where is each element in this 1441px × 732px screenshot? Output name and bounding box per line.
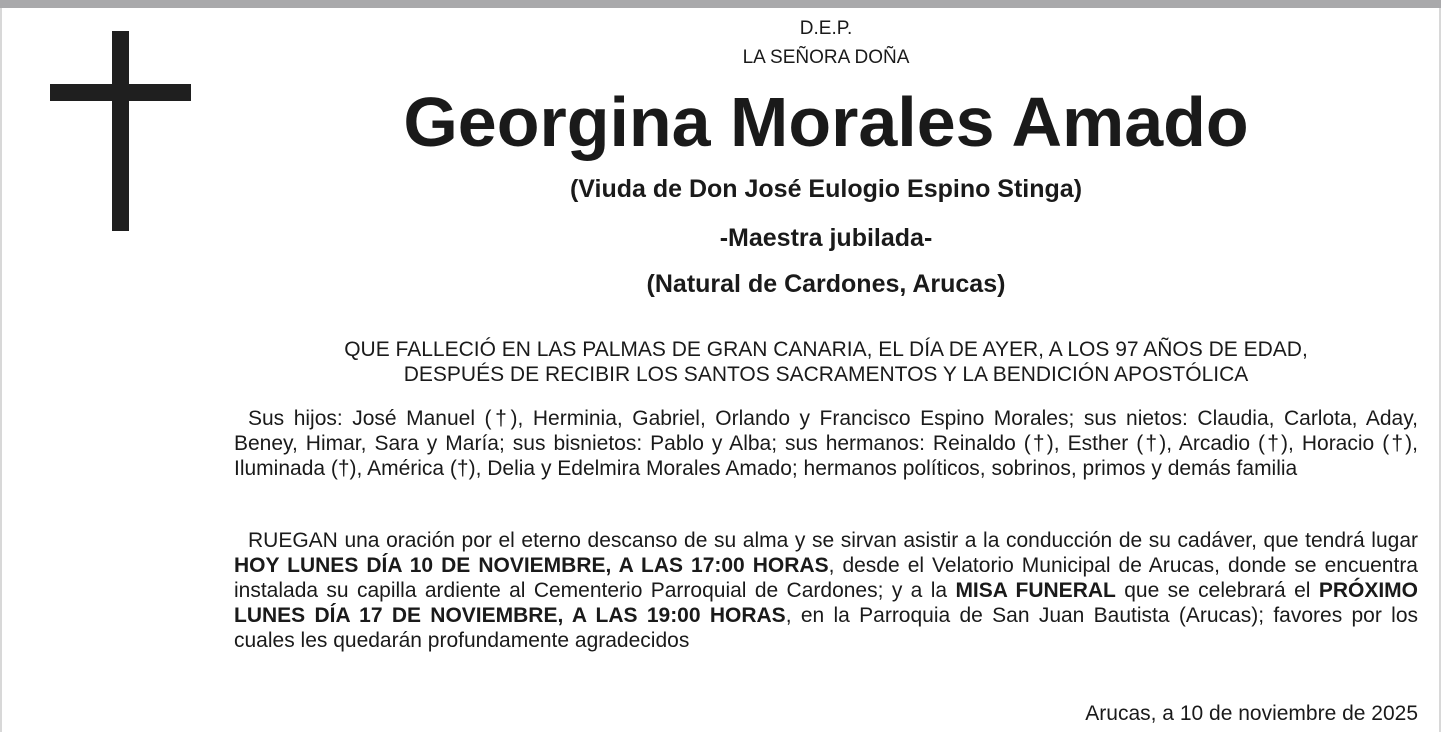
family-paragraph: Sus hijos: José Manuel (†), Herminia, Gabriel, Orlando y Francisco Espino Morales; sus nietos: Claudia, Carlota, Aday, Beney, Himar, Sara y María; sus bisnietos: Pablo y Alba; sus hermanos: Reinaldo (†), Esther (†), Arcadio (†), Horacio (†), Iluminada (†), América (†), Delia y Edelmira Morales Amado; hermanos políticos, sobrinos, primos y demás familia xyxy=(234,407,1418,480)
honorific-heading: LA SEÑORA DOÑA xyxy=(742,47,910,68)
widow-of-line: (Viuda de Don José Eulogio Espino Stinga) xyxy=(569,175,1083,203)
place-date-signoff: Arucas, a 10 de noviembre de 2025 xyxy=(1085,702,1418,725)
ruegan-text-2: , desde el Velatorio Municipal de Arucas, donde se encuentra instalada su capilla ardiente al Cementerio Parroquial de Cardones; y a la xyxy=(234,554,1418,602)
ruegan-date-misa: PRÓXIMO LUNES DÍA 17 DE NOVIEMBRE, A LAS 19:00 HORAS xyxy=(234,579,1418,627)
announcement-line-1: QUE FALLECIÓ EN LAS PALMAS DE GRAN CANARIA, EL DÍA DE AYER, A LOS 97 AÑOS DE EDAD, xyxy=(344,338,1308,361)
dep-heading: D.E.P. xyxy=(799,18,853,39)
top-border-bar xyxy=(0,0,1441,8)
profession-line: -Maestra jubilada- xyxy=(719,224,933,252)
ruegan-text-3: que se celebrará el xyxy=(1115,579,1319,602)
ruegan-misa-funeral: MISA FUNERAL xyxy=(955,579,1116,602)
ruegan-text-4: , en la Parroquia de San Juan Bautista (Arucas); favores por los cuales les quedarán profundamente agradecidos xyxy=(234,604,1418,652)
ruegan-date-conduction: HOY LUNES DÍA 10 DE NOVIEMBRE, A LAS 17:00 HORAS xyxy=(234,554,829,577)
left-border xyxy=(0,8,2,732)
announcement-line-2: DESPUÉS DE RECIBIR LOS SANTOS SACRAMENTOS Y LA BENDICIÓN APOSTÓLICA xyxy=(403,363,1249,386)
ruegan-paragraph xyxy=(234,528,1418,653)
cross-vertical-beam xyxy=(112,31,129,231)
death-announcement xyxy=(234,337,1418,387)
origin-line: (Natural de Cardones, Arucas) xyxy=(646,270,1006,298)
cross-horizontal-beam xyxy=(50,84,191,101)
deceased-name: Georgina Morales Amado xyxy=(403,83,1249,161)
ruegan-text-1: RUEGAN una oración por el eterno descanso de su alma y se sirvan asistir a la conducción de su cadáver, que tendrá lugar xyxy=(248,529,1418,552)
